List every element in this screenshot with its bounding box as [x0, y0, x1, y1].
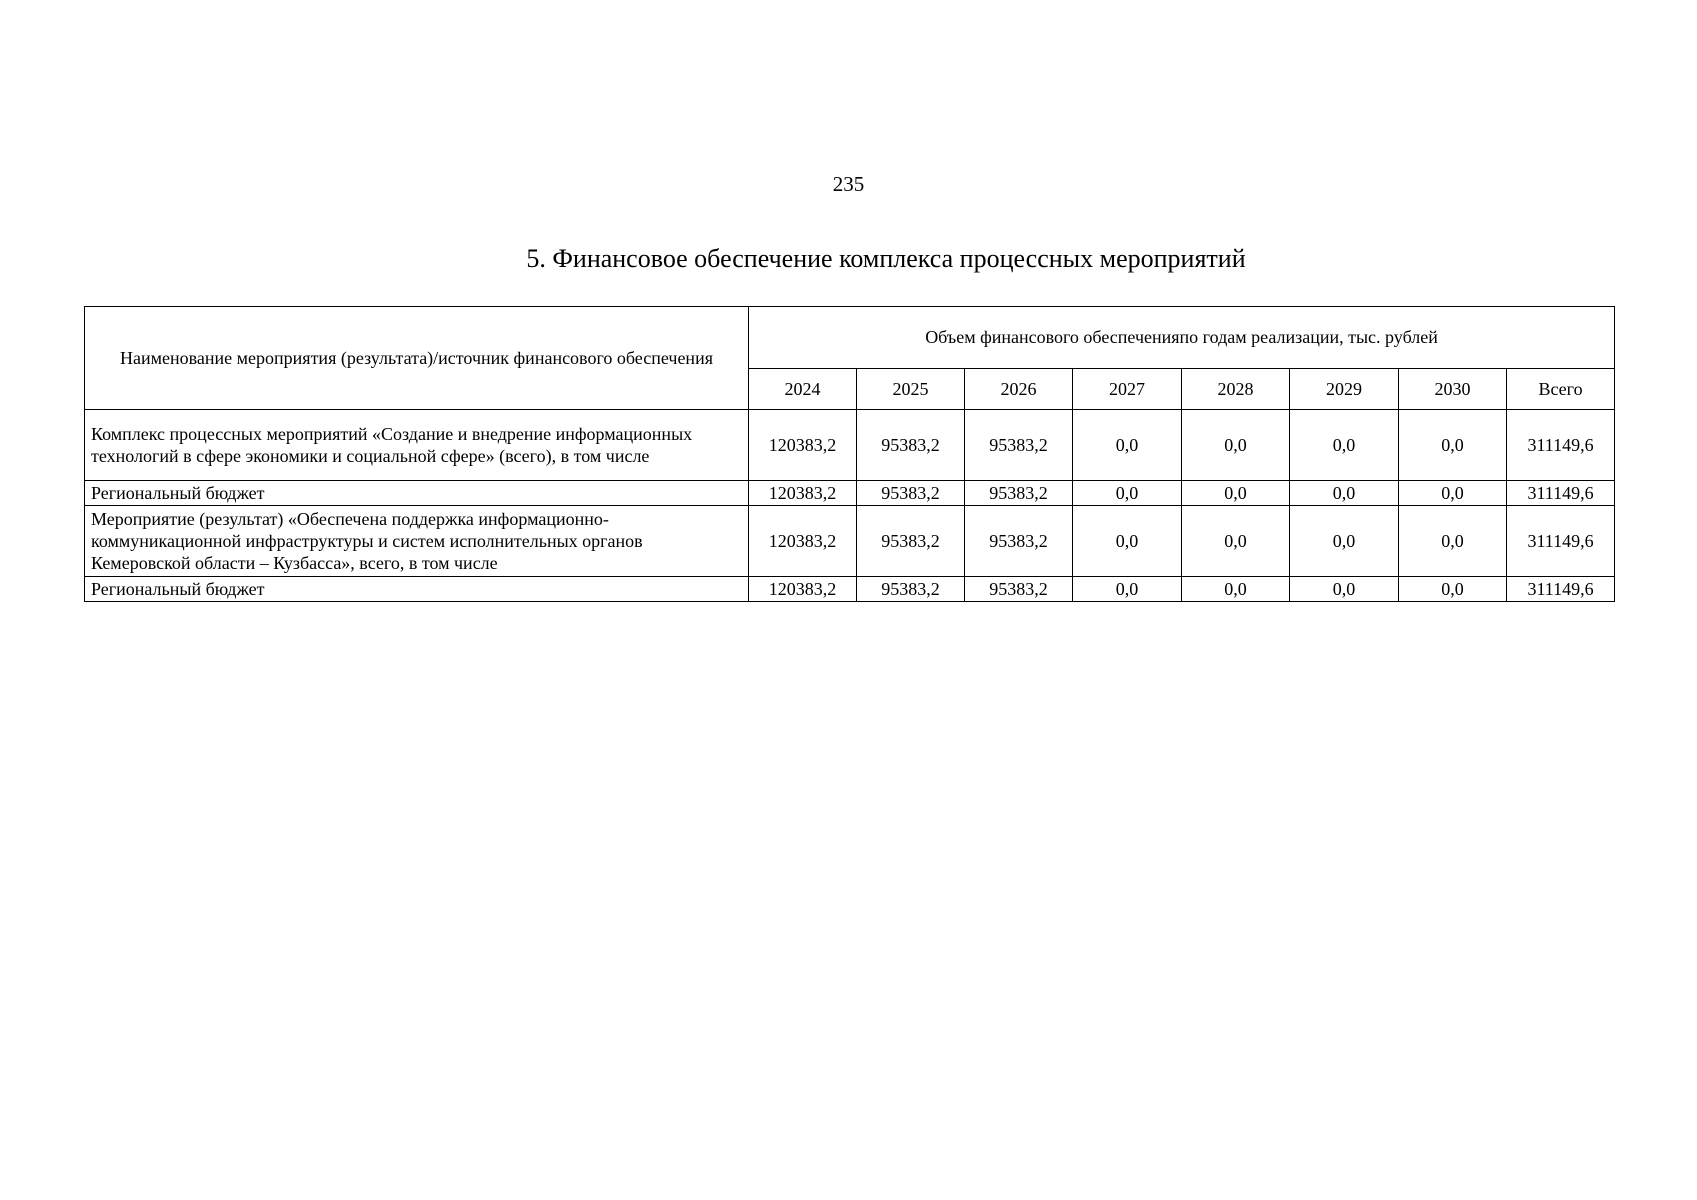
value-cell: 0,0 [1073, 481, 1182, 506]
value-cell: 0,0 [1399, 506, 1507, 577]
value-cell: 120383,2 [749, 481, 857, 506]
name-column-header: Наименование мероприятия (результата)/источник финансового обеспечения [85, 307, 749, 410]
value-cell: 0,0 [1073, 577, 1182, 602]
table-row [85, 506, 1615, 577]
total-cell: 311149,6 [1507, 481, 1615, 506]
financing-table [84, 306, 1615, 602]
value-cell: 120383,2 [749, 506, 857, 577]
value-cell: 0,0 [1182, 410, 1290, 481]
year-header-2030: 2030 [1399, 368, 1507, 409]
value-cell: 0,0 [1399, 410, 1507, 481]
year-header-2024: 2024 [749, 368, 857, 409]
value-cell: 0,0 [1290, 410, 1399, 481]
value-cell: 120383,2 [749, 577, 857, 602]
value-cell: 0,0 [1073, 506, 1182, 577]
value-cell: 0,0 [1399, 481, 1507, 506]
year-header-2026: 2026 [965, 368, 1073, 409]
row-name: Комплекс процессных мероприятий «Создание и внедрение информационных технологий в сфере экономики и социальной сфере» (всего), в том числе [85, 410, 749, 481]
value-cell: 0,0 [1399, 577, 1507, 602]
total-cell: 311149,6 [1507, 577, 1615, 602]
year-header-2025: 2025 [857, 368, 965, 409]
table-row [85, 481, 1615, 506]
page-number: 235 [832, 172, 865, 196]
table-row [85, 410, 1615, 481]
total-cell: 311149,6 [1507, 410, 1615, 481]
row-name: Региональный бюджет [85, 481, 749, 506]
value-cell: 0,0 [1290, 506, 1399, 577]
value-cell: 95383,2 [965, 577, 1073, 602]
value-cell: 95383,2 [965, 410, 1073, 481]
value-cell: 95383,2 [965, 481, 1073, 506]
table-row [85, 577, 1615, 602]
value-cell: 95383,2 [857, 506, 965, 577]
value-cell: 95383,2 [857, 410, 965, 481]
value-cell: 0,0 [1182, 577, 1290, 602]
financing-volume-header: Объем финансового обеспеченияпо годам реализации, тыс. рублей [749, 307, 1615, 369]
value-cell: 0,0 [1182, 481, 1290, 506]
value-cell: 0,0 [1290, 481, 1399, 506]
row-name: Мероприятие (результат) «Обеспечена поддержка информационно-коммуникационной инфраструктуры и систем исполнительных органов Кемеровской области – Кузбасса», всего, в том числе [85, 506, 749, 577]
value-cell: 95383,2 [965, 506, 1073, 577]
total-header: Всего [1507, 368, 1615, 409]
value-cell: 0,0 [1182, 506, 1290, 577]
value-cell: 0,0 [1073, 410, 1182, 481]
value-cell: 95383,2 [857, 481, 965, 506]
year-header-2027: 2027 [1073, 368, 1182, 409]
value-cell: 120383,2 [749, 410, 857, 481]
total-cell: 311149,6 [1507, 506, 1615, 577]
value-cell: 0,0 [1290, 577, 1399, 602]
row-name: Региональный бюджет [85, 577, 749, 602]
year-header-2028: 2028 [1182, 368, 1290, 409]
section-title: 5. Финансовое обеспечение комплекса процессных мероприятий [526, 244, 1246, 273]
year-header-2029: 2029 [1290, 368, 1399, 409]
value-cell: 95383,2 [857, 577, 965, 602]
